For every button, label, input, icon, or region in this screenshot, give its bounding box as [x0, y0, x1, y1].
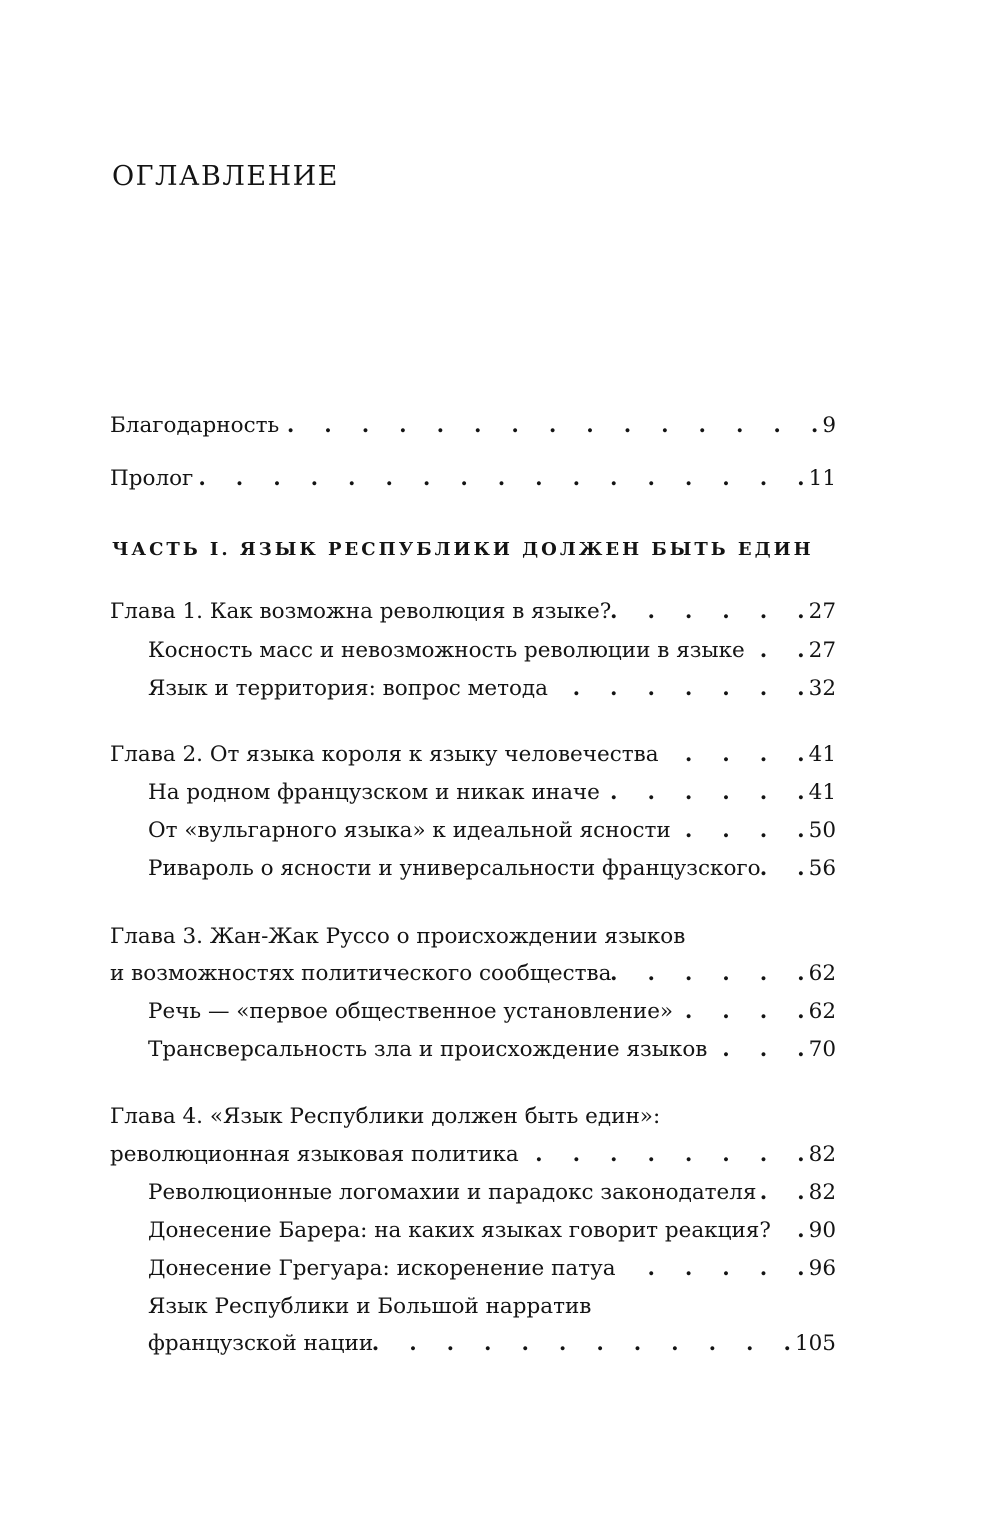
toc-section[interactable]: [148, 996, 836, 1028]
dot-leader: [611, 958, 808, 990]
toc-entry-text: Пролог: [110, 466, 194, 491]
toc-page-number: 56: [808, 856, 836, 881]
toc-section-title: Революционные логомахии и парадокс законодателя: [148, 1180, 757, 1205]
toc-chapter-title: и возможностях политического сообщества: [110, 961, 612, 986]
toc-page-number: 32: [808, 676, 836, 701]
toc-page-number: 62: [808, 961, 836, 986]
toc-section[interactable]: [148, 1253, 836, 1285]
dot-leader: [616, 1253, 809, 1285]
toc-section-title: Донесение Барера: на каких языках говорит реакция?: [148, 1218, 771, 1243]
toc-entry-acknowledgments[interactable]: [110, 410, 836, 442]
toc-section-title: На родном французском и никак иначе: [148, 780, 600, 805]
dot-leader: [611, 596, 808, 628]
dot-leader: [659, 739, 809, 771]
dot-leader: [519, 1139, 809, 1171]
toc-section-line-1[interactable]: Язык Республики и Большой нарратив: [148, 1294, 592, 1319]
toc-section[interactable]: [148, 1328, 836, 1360]
toc-entry-prologue[interactable]: [110, 463, 836, 495]
toc-chapter-4[interactable]: [110, 1139, 836, 1171]
dot-leader: [373, 1328, 795, 1360]
toc-section-title: Трансверсальность зла и происхождение языков: [148, 1037, 708, 1062]
toc-chapter-4-line-1[interactable]: Глава 4. «Язык Республики должен быть един»:: [110, 1104, 661, 1129]
toc-section[interactable]: [148, 635, 836, 667]
toc-section[interactable]: [148, 1177, 836, 1209]
toc-chapter-title: революционная языковая политика: [110, 1142, 519, 1167]
toc-chapter-3-line-1[interactable]: Глава 3. Жан-Жак Руссо о происхождении языков: [110, 924, 686, 949]
dot-leader: [757, 1177, 809, 1209]
toc-section-title: От «вульгарного языка» к идеальной ясности: [148, 818, 671, 843]
toc-section[interactable]: [148, 777, 836, 809]
toc-section-title: Ривароль о ясности и универсальности французского: [148, 856, 761, 881]
toc-page-number: 105: [794, 1331, 836, 1356]
toc-chapter-2[interactable]: [110, 739, 836, 771]
part-heading: ЧАСТЬ I. ЯЗЫК РЕСПУБЛИКИ ДОЛЖЕН БЫТЬ ЕДИН: [112, 539, 814, 560]
dot-leader: [600, 777, 809, 809]
toc-chapter-title: Глава 2. От языка короля к языку человечества: [110, 742, 659, 767]
toc-page-number: 9: [822, 413, 836, 438]
toc-chapter-title: Глава 1. Как возможна революция в языке?: [110, 599, 612, 624]
dot-leader: [707, 1034, 808, 1066]
toc-page-number: 27: [808, 599, 836, 624]
dot-leader: [673, 996, 809, 1028]
toc-section-title: Косность масс и невозможность революции в языке: [148, 638, 745, 663]
dot-leader: [279, 410, 822, 442]
toc-page-number: 11: [808, 466, 836, 491]
dot-leader: [771, 1215, 809, 1247]
toc-page-number: 96: [808, 1256, 836, 1281]
toc-section-title: Донесение Грегуара: искоренение патуа: [148, 1256, 616, 1281]
toc-section-title: французской нации: [148, 1331, 374, 1356]
dot-leader: [671, 815, 809, 847]
toc-section-title: Язык и территория: вопрос метода: [148, 676, 548, 701]
dot-leader: [745, 635, 809, 667]
toc-entry-text: Благодарность: [110, 413, 280, 438]
toc-section[interactable]: [148, 673, 836, 705]
toc-page-number: 41: [808, 742, 836, 767]
toc-section[interactable]: [148, 1215, 836, 1247]
toc-section[interactable]: [148, 853, 836, 885]
toc-page-number: 62: [808, 999, 836, 1024]
toc-chapter-1[interactable]: [110, 596, 836, 628]
toc-page-number: 50: [808, 818, 836, 843]
toc-section[interactable]: [148, 815, 836, 847]
dot-leader: [193, 463, 808, 495]
toc-page-number: 70: [808, 1037, 836, 1062]
toc-page-number: 90: [808, 1218, 836, 1243]
toc-page-number: 82: [808, 1142, 836, 1167]
toc-section-title: Речь — «первое общественное установление»: [148, 999, 674, 1024]
toc-chapter-3[interactable]: [110, 958, 836, 990]
toc-page-number: 41: [808, 780, 836, 805]
dot-leader: [761, 853, 809, 885]
toc-section[interactable]: [148, 1034, 836, 1066]
toc-page-number: 27: [808, 638, 836, 663]
dot-leader: [548, 673, 809, 705]
toc-page-number: 82: [808, 1180, 836, 1205]
page-title: ОГЛАВЛЕНИЕ: [112, 161, 339, 192]
